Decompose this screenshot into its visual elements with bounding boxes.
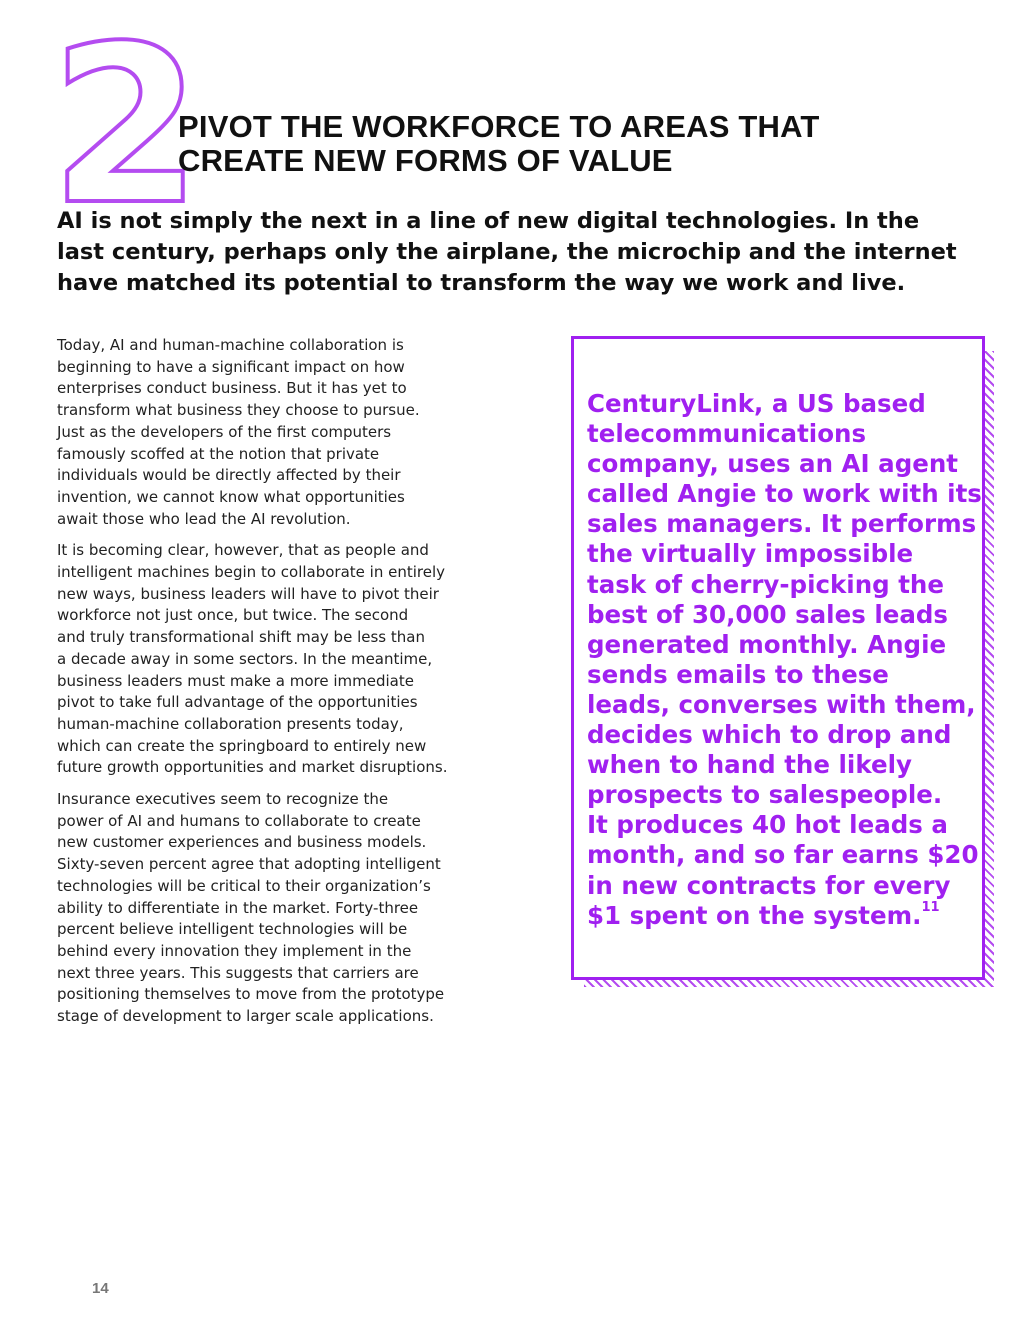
section-number: 2 — [50, 0, 202, 253]
body-paragraph: Insurance executives seem to recognize the power of AI and humans to collaborate to create new customer experiences and business models. Sixty-seven percent agree that adopting intelligent technologies will be critical to their organization’s ability to differentiate in the market. Forty-three percent believe intelligent technologies will be behind every innovation they implement in the next three years. This suggests that carriers are positioning themselves to move from the prototype stage of development to larger scale applications. — [57, 790, 445, 1026]
page-number: 14 — [92, 1280, 109, 1297]
body-column — [57, 335, 497, 1038]
body-paragraph: Today, AI and human-machine collaboration is beginning to have a significant impact on how enterprises conduct business. But it has yet to transform what business they choose to pursue. Just as the developers of the first computers famously scoffed at the notion that private individuals would be directly affected by their invention, we cannot know what opportunities await those who lead the AI revolution. — [57, 336, 420, 528]
callout-text: CenturyLink, a US based telecommunications company, uses an AI agent called Angie to work with its sales managers. It performs the virtually impossible task of cherry-picking the best of 30,000 sales leads generated monthly. Angie sends emails to these leads, converses with them, decides which to drop and when to hand the likely prospects to salespeople. It produces 40 hot leads a month, and so far earns $20 in new contracts for every $1 spent on the system. — [587, 389, 982, 930]
footnote-marker[interactable]: 11 — [921, 899, 940, 915]
section-heading: PIVOT THE WORKFORCE TO AREAS THAT CREATE NEW FORMS OF VALUE — [178, 109, 820, 178]
callout-quote — [587, 389, 982, 931]
lead-paragraph: AI is not simply the next in a line of new digital technologies. In the last century, perhaps only the airplane, the microchip and the internet have matched its potential to transform the way we work and live. — [57, 208, 957, 296]
body-paragraph: It is becoming clear, however, that as people and intelligent machines begin to collaborate in entirely new ways, business leaders will have to pivot their workforce not just once, but twice. The second and truly transformational shift may be less than a decade away in some sectors. In the meantime, business leaders must make a more immediate pivot to take full advantage of the opportunities human-machine collaboration presents today, which can create the springboard to entirely new future growth opportunities and market disruptions. — [57, 541, 448, 777]
